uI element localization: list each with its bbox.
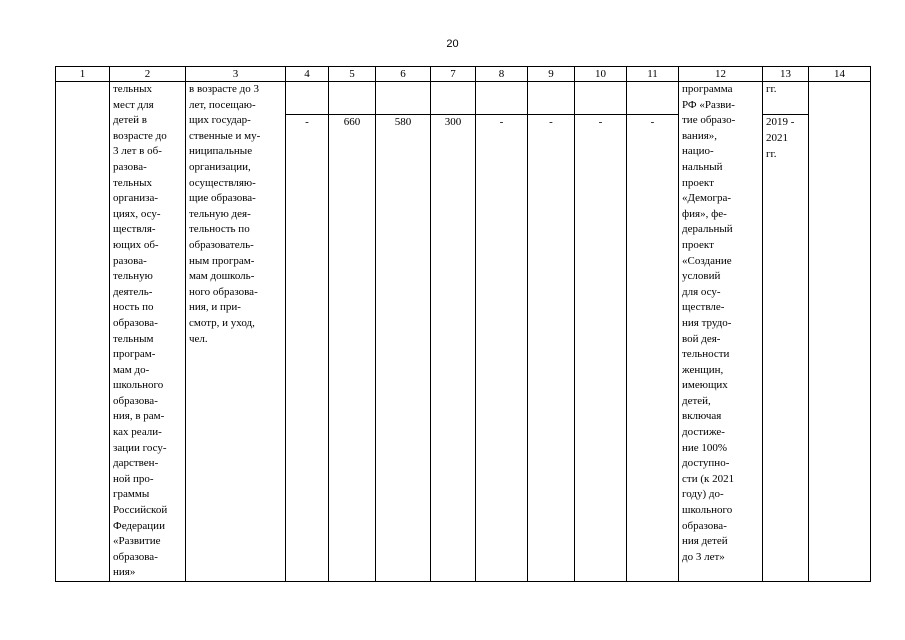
table-row [56,82,871,115]
cell-col4-value: - [286,115,329,582]
header-cell-11: 11 [627,67,679,82]
header-cell-5: 5 [329,67,376,82]
data-table [55,66,871,582]
cell-col11-empty [627,82,679,115]
cell-col6-value: 580 [376,115,431,582]
cell-col13-top: гг. [763,82,809,115]
cell-col10-value: - [575,115,627,582]
cell-col12-source: программа РФ «Разви- тие образо- вания», нацио- нальный проект «Демогра- фия», фе- деральный проект «Создание условий для осу- ществле- ния трудо- вой дея- тельности женщин, имеющих детей, включая достиже- ние 100% доступно- сти (к 2021 году) до- школьного образова- ния детей до 3 лет» [679,82,763,582]
header-cell-13: 13 [763,67,809,82]
header-cell-14: 14 [809,67,871,82]
cell-col4-empty [286,82,329,115]
cell-col10-empty [575,82,627,115]
cell-col13-period: 2019 - 2021 гг. [763,115,809,582]
header-cell-10: 10 [575,67,627,82]
cell-col1 [56,82,110,582]
header-cell-7: 7 [431,67,476,82]
header-cell-6: 6 [376,67,431,82]
header-cell-2: 2 [110,67,186,82]
cell-col9-empty [528,82,575,115]
cell-col14 [809,82,871,582]
header-cell-4: 4 [286,67,329,82]
header-cell-8: 8 [476,67,528,82]
cell-col9-value: - [528,115,575,582]
cell-col7-value: 300 [431,115,476,582]
cell-col8-value: - [476,115,528,582]
cell-col7-empty [431,82,476,115]
cell-col3-indicator: в возрасте до 3 лет, посещаю- щих государ- ственные и му- ниципальные организации, осуществляю- щие образова- тельную дея- тельность по образователь- ным програм- мам дошколь- ного образова- ния, и при- смотр, и уход, чел. [186,82,286,582]
header-cell-9: 9 [528,67,575,82]
cell-col5-empty [329,82,376,115]
cell-col11-value: - [627,115,679,582]
page-number: 20 [446,38,459,50]
header-cell-12: 12 [679,67,763,82]
header-cell-1: 1 [56,67,110,82]
header-row [56,67,871,82]
cell-col2-description: тельных мест для детей в возрасте до 3 лет в об- разова- тельных организа- циях, осу- ществля- ющих об- разова- тельную деятель- ность по образова- тельным програм- мам до- школьного образова- ния, в рам- ках реали- зации госу- дарствен- ной про- граммы Российской Федерации «Развитие образова- ния» [110,82,186,582]
cell-col8-empty [476,82,528,115]
cell-col6-empty [376,82,431,115]
cell-col5-value: 660 [329,115,376,582]
header-cell-3: 3 [186,67,286,82]
